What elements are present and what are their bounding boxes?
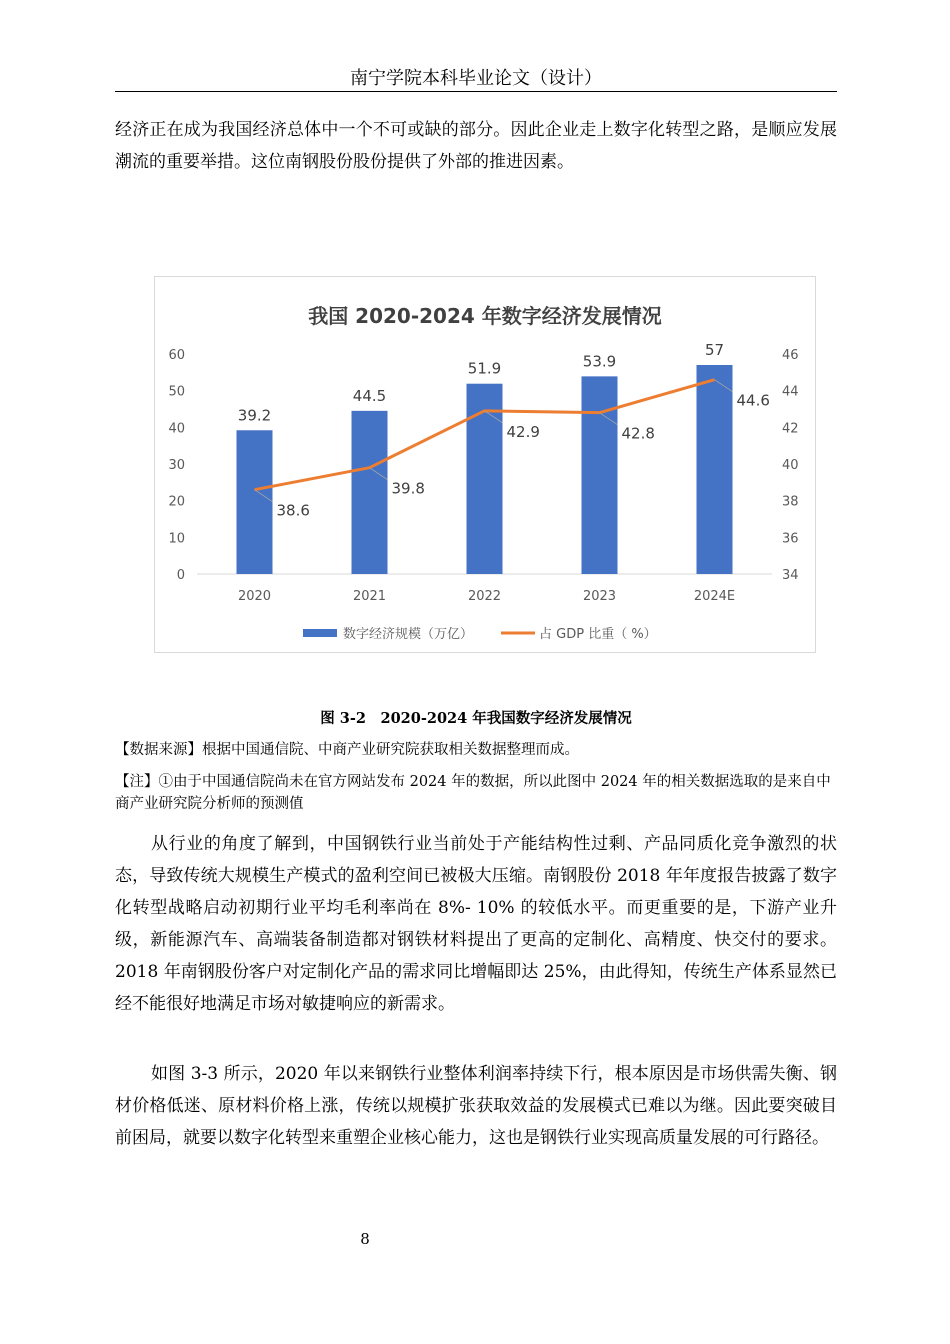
x-tick-label: 2020 xyxy=(237,589,272,604)
x-tick-label: 2023 xyxy=(582,589,617,604)
line-data-label: 38.6 xyxy=(276,501,310,520)
x-tick-label: 2022 xyxy=(467,589,502,604)
body-paragraph-2: 如图 3-3 所示，2020 年以来钢铁行业整体利润率持续下行，根本原因是市场供需失衡、钢材价格低迷、原材料价格上涨，传统以规模扩张获取效益的发展模式已难以为继。因此要突破目前困局，就要以数字化转型来重塑企业核心能力，这也是钢铁行业实现高质量发展的可行路径。 xyxy=(115,1064,837,1148)
body-paragraph-1: 从行业的角度了解到，中国钢铁行业当前处于产能结构性过剩、产品同质化竞争激烈的状态，导致传统大规模生产模式的盈利空间已被极大压缩。南钢股份 2018 年年度报告披露了数字化转型战略启动初期行业平均毛利率尚在 8%- 10% 的较低水平。而更重要的是，下游产业升级，新能源汽车、高端装备制造都对钢铁材料提出了更高的定制化、高精度、快交付的要求。2018 年南钢股份客户对定制化产品的需求同比增幅即达 25%，由此得知，传统生产体系显然已经不能很好地满足市场对敏捷响应的新需求。 xyxy=(115,834,837,1014)
x-tick-label: 2021 xyxy=(352,589,387,604)
legend-bar-swatch xyxy=(303,629,337,637)
y-left-tick-label: 60 xyxy=(168,348,185,363)
figure-caption: 图 3-2 2020-2024 年我国数字经济发展情况 xyxy=(320,710,632,727)
bar-data-label: 51.9 xyxy=(467,359,502,378)
bar-data-label: 39.2 xyxy=(237,406,272,425)
header-rule xyxy=(115,91,837,92)
y-right-tick-label: 36 xyxy=(782,531,799,547)
y-left-tick-label: 10 xyxy=(168,531,185,547)
bar xyxy=(352,411,388,574)
digital-economy-chart xyxy=(155,277,815,652)
chart-container xyxy=(154,276,816,653)
bar-data-label: 57 xyxy=(704,341,725,359)
figure-remark: 【注】①由于中国通信院尚未在官方网站发布 2024 年的数据，所以此图中 2024 年的相关数据选取的是来自中商产业研究院分析师的预测值 xyxy=(115,774,831,812)
page-number: 8 xyxy=(360,1230,370,1248)
y-right-tick-label: 42 xyxy=(782,421,799,437)
bar-data-label: 44.5 xyxy=(352,386,387,405)
page-header: 南宁学院本科毕业论文（设计） xyxy=(350,68,602,89)
legend-line-label: 占 GDP 比重（ %） xyxy=(539,627,657,642)
y-left-tick-label: 20 xyxy=(168,494,185,510)
bar xyxy=(582,376,618,574)
intro-paragraph: 经济正在成为我国经济总体中一个不可或缺的部分。因此企业走上数字化转型之路，是顺应发展潮流的重要举措。这位南钢股份股份提供了外部的推进因素。 xyxy=(115,120,837,172)
bar xyxy=(697,365,733,574)
bar-data-label: 53.9 xyxy=(582,352,617,371)
x-tick-label: 2024E xyxy=(693,589,736,604)
y-right-tick-label: 44 xyxy=(782,384,799,400)
y-right-tick-label: 34 xyxy=(782,568,799,583)
y-right-tick-label: 40 xyxy=(782,458,799,473)
y-right-tick-label: 46 xyxy=(782,348,799,363)
line-data-label: 44.6 xyxy=(736,391,770,410)
bar xyxy=(237,430,273,574)
chart-title: 我国 2020-2024 年数字经济发展情况 xyxy=(308,304,662,328)
y-right-tick-label: 38 xyxy=(782,494,799,510)
source-note: 【数据来源】根据中国通信院、中商产业研究院获取相关数据整理而成。 xyxy=(115,742,579,758)
legend-bar-label: 数字经济规模（万亿） xyxy=(343,627,474,642)
line-data-label: 42.9 xyxy=(506,422,540,441)
line-data-label: 42.8 xyxy=(621,424,655,443)
line-data-label: 39.8 xyxy=(391,479,425,498)
y-left-tick-label: 50 xyxy=(168,384,185,400)
y-left-tick-label: 0 xyxy=(176,568,185,583)
y-left-tick-label: 40 xyxy=(168,421,185,437)
y-left-tick-label: 30 xyxy=(168,458,185,473)
